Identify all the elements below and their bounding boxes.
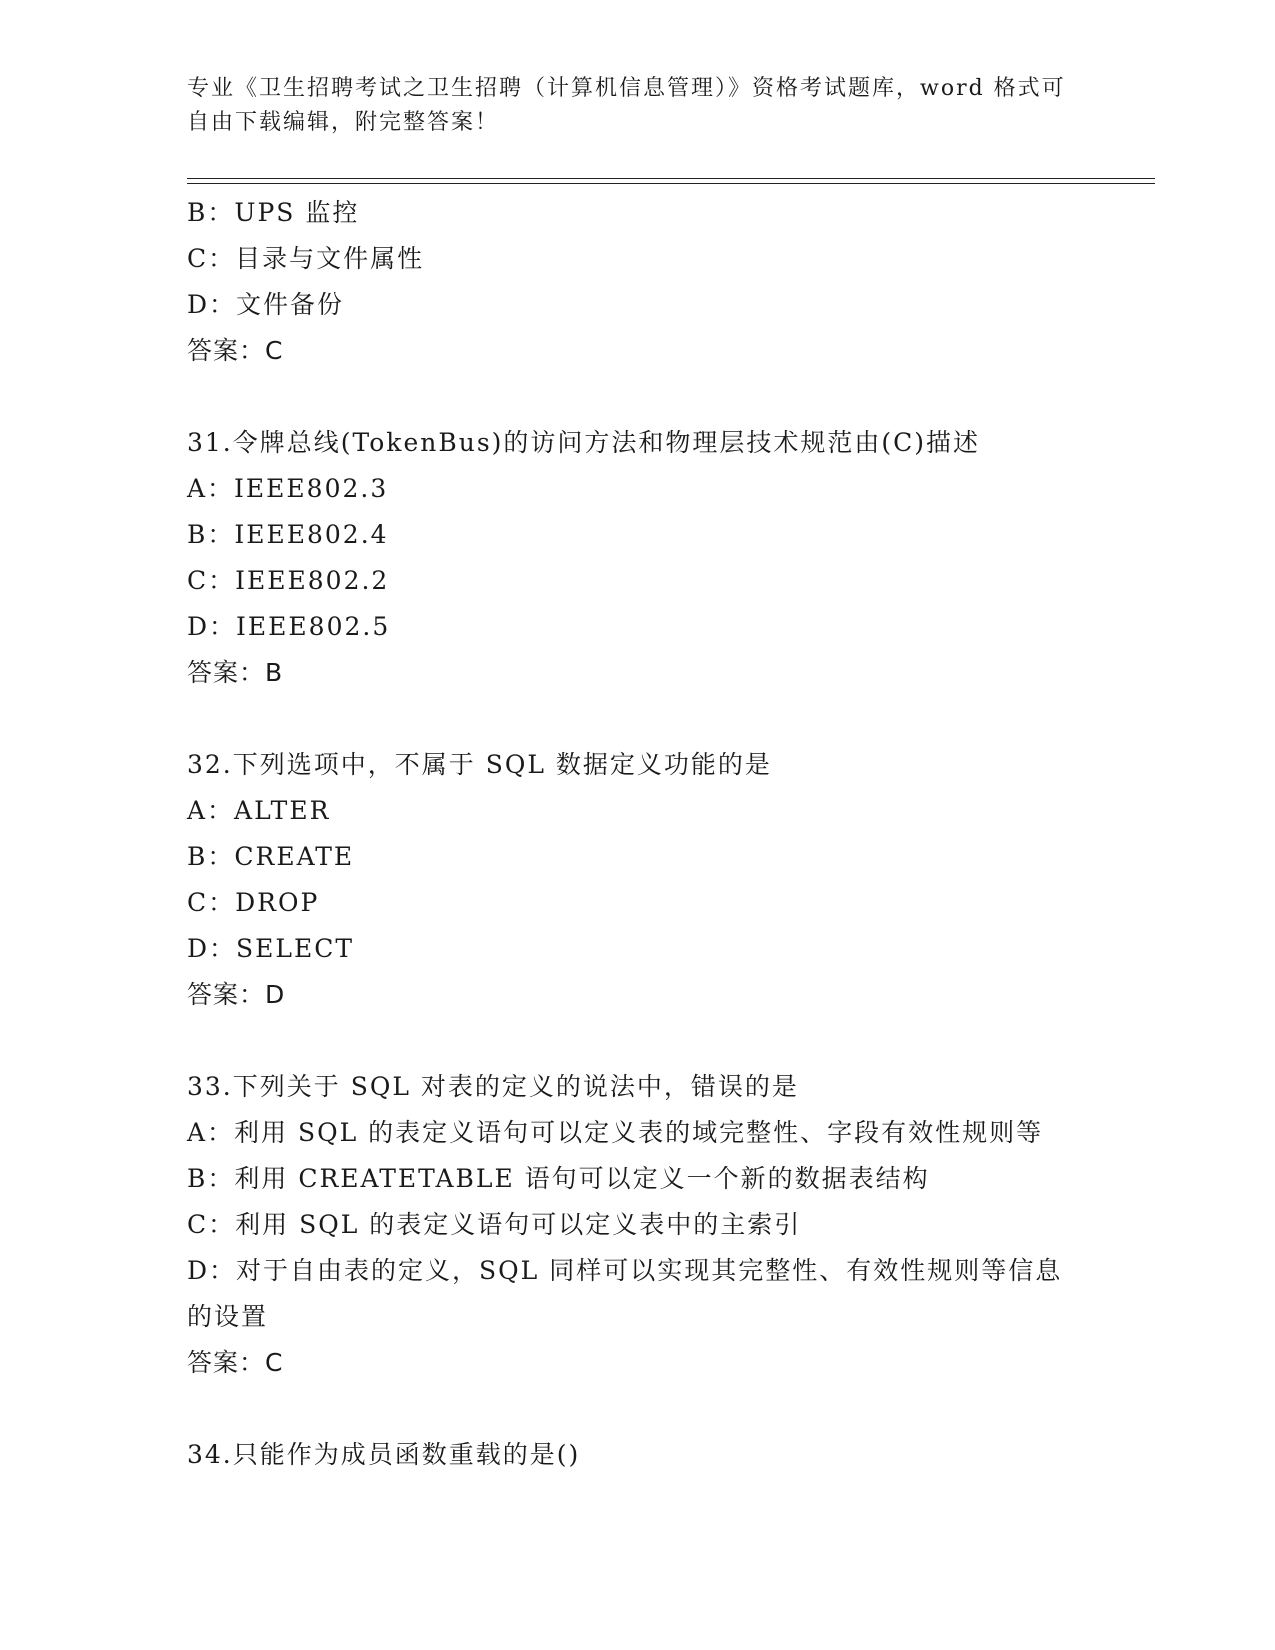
question-text: 32.下列选项中，不属于 SQL 数据定义功能的是 [187, 750, 772, 779]
question-34 [187, 1432, 1087, 1478]
option-b: B：UPS 监控 [187, 198, 360, 227]
option-a: A：IEEE802.3 [187, 474, 389, 503]
option-a: A：ALTER [187, 796, 331, 825]
answer-line: 答案：B [187, 658, 284, 687]
answer-line: 答案：C [187, 1348, 284, 1377]
option-c: C：目录与文件属性 [187, 244, 425, 273]
option-a: A：利用 SQL 的表定义语句可以定义表的域完整性、字段有效性规则等 [187, 1118, 1044, 1147]
option-b: B：CREATE [187, 842, 355, 871]
answer-line: 答案：D [187, 980, 286, 1009]
option-c: C：IEEE802.2 [187, 566, 390, 595]
option-c: C：利用 SQL 的表定义语句可以定义表中的主索引 [187, 1210, 802, 1239]
spacer [187, 1386, 1087, 1432]
question-text: 31.令牌总线(TokenBus)的访问方法和物理层技术规范由(C)描述 [187, 428, 981, 457]
header-divider-bottom [187, 183, 1155, 184]
answer-line: 答案：C [187, 336, 284, 365]
question-31 [187, 420, 1087, 696]
prev-question-block [187, 190, 1087, 374]
question-text: 33.下列关于 SQL 对表的定义的说法中，错误的是 [187, 1072, 799, 1101]
question-33 [187, 1064, 1087, 1386]
option-b: B：利用 CREATETABLE 语句可以定义一个新的数据表结构 [187, 1164, 930, 1193]
spacer [187, 1018, 1087, 1064]
option-b: B：IEEE802.4 [187, 520, 389, 549]
question-text: 34.只能作为成员函数重载的是() [187, 1440, 581, 1469]
option-c: C：DROP [187, 888, 320, 917]
option-d: D：IEEE802.5 [187, 612, 391, 641]
question-32 [187, 742, 1087, 1018]
spacer [187, 696, 1087, 742]
option-d: D：SELECT [187, 934, 355, 963]
header-divider-top [187, 178, 1155, 179]
question-list [187, 190, 1087, 1478]
option-d: D：对于自由表的定义，SQL 同样可以实现其完整性、有效性规则等信息的设置 [187, 1256, 1063, 1331]
spacer [187, 374, 1087, 420]
page-header: 专业《卫生招聘考试之卫生招聘（计算机信息管理）》资格考试题库，word 格式可自由下载编辑，附完整答案！ [187, 76, 1066, 135]
option-d: D：文件备份 [187, 290, 345, 319]
